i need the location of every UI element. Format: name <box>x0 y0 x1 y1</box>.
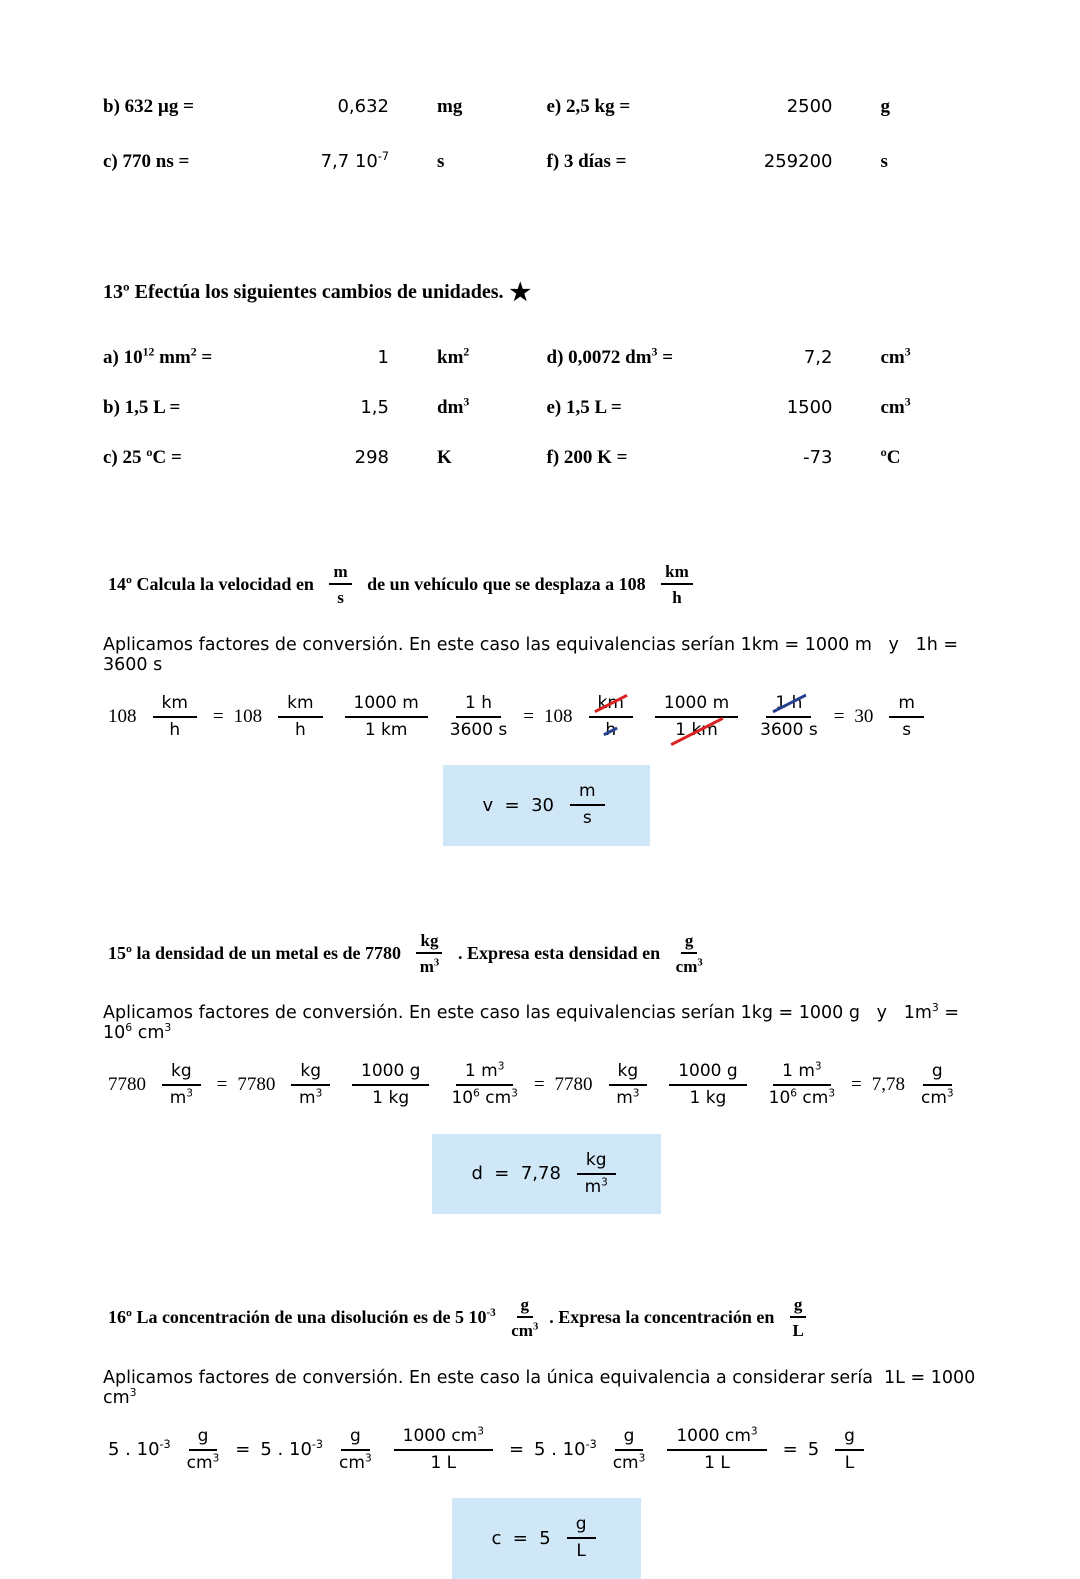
fraction-numerator: kg <box>577 1150 616 1175</box>
fraction-numerator: m <box>570 781 605 806</box>
fraction <box>345 693 428 742</box>
conversion-row <box>547 151 991 173</box>
exercise-12 <box>103 96 990 206</box>
exercise-16-answer-box <box>452 1498 640 1579</box>
fraction-denominator: s <box>902 719 912 740</box>
fraction-denominator: 3600 s <box>449 719 508 740</box>
equation-text: . Expresa esta densidad en <box>453 942 665 963</box>
fraction <box>655 693 738 742</box>
fraction-denominator: $m^3$ <box>584 1176 608 1197</box>
fraction-denominator: 1 km <box>364 719 408 740</box>
exercise-12-left-column <box>103 96 547 206</box>
fraction <box>769 1061 835 1110</box>
conversion-row <box>103 151 547 173</box>
exercise-14-title <box>103 561 990 609</box>
conversion-answer-unit: s <box>880 151 888 172</box>
fraction <box>889 693 924 742</box>
fraction-numerator: km <box>153 693 197 718</box>
fraction-numerator: g <box>189 1426 218 1451</box>
conversion-row <box>547 397 991 419</box>
fraction <box>676 930 703 978</box>
conversion-label: c) 770 ns = <box>103 151 190 172</box>
conversion-label: e) 1,5 L = <box>546 397 622 418</box>
exercise-15-note: Aplicamos factores de conversión. En este caso las equivalencias serían 1kg = 1000 g y $1m^3 = 10^6$ $cm^3$ <box>103 1001 965 1043</box>
equation-text: 5 . $10^{-3}$ <box>260 1438 324 1461</box>
equation-text: 7780 <box>554 1074 593 1096</box>
fraction-denominator: L <box>792 1321 804 1341</box>
exercise-12-rows <box>103 96 990 206</box>
equation-text: 5 . $10^{-3}$ <box>108 1438 171 1461</box>
conversion-row <box>547 96 991 118</box>
fraction-denominator: $cm^3$ <box>612 1452 646 1473</box>
fraction <box>790 1294 807 1342</box>
fraction-denominator: $10^6$ $cm^3$ <box>451 1087 518 1109</box>
fraction <box>352 1061 429 1110</box>
fraction-denominator <box>605 718 616 741</box>
fraction-numerator: 1000 g <box>669 1061 746 1086</box>
exercise-14 <box>103 561 990 846</box>
fraction <box>661 561 693 609</box>
equation-text: c = 5 <box>491 1527 551 1549</box>
exercise-14-answer-wrap <box>103 765 990 846</box>
struck-term: 1 km <box>675 719 718 740</box>
equation-text: de un vehículo que se desplaza a 108 <box>362 574 651 595</box>
fraction-denominator: $m^3$ <box>419 956 440 976</box>
conversion-answer-unit: $cm^3$ <box>880 395 911 418</box>
conversion-answer-unit: mg <box>437 96 463 117</box>
conversion-label: a) $10^{12}$ $mm^2$ = <box>103 345 213 368</box>
exercise-16 <box>103 1294 990 1579</box>
fraction <box>451 1061 517 1110</box>
fraction <box>187 1426 220 1475</box>
fraction-numerator: 1000 $cm^3$ <box>667 1426 766 1451</box>
fraction <box>278 693 322 742</box>
fraction <box>667 1426 766 1475</box>
conversion-answer-unit: ºC <box>880 447 901 468</box>
fraction <box>416 930 442 978</box>
equation-text: 5 <box>807 1439 820 1461</box>
fraction-numerator: 1 $m^3$ <box>456 1061 513 1086</box>
fraction <box>450 693 508 742</box>
fraction-denominator: h <box>672 588 682 608</box>
struck-term: km <box>597 692 624 713</box>
conversion-answer-value: 1,5 <box>360 397 389 418</box>
fraction-numerator <box>589 693 633 718</box>
exercise-13-title <box>103 278 990 307</box>
conversion-answer-value: 7,7 $10^{-7}$ <box>320 150 389 172</box>
fraction-numerator: m <box>329 561 351 585</box>
equation-text: = <box>508 1439 525 1461</box>
fraction-numerator: g <box>681 930 698 954</box>
equation-text: 108 <box>544 705 573 727</box>
fraction-numerator: 1 $m^3$ <box>773 1061 830 1086</box>
exercise-14-note: Aplicamos factores de conversión. En este caso las equivalencias serían 1km = 1000 m y 1h = 3600 s <box>103 634 964 675</box>
conversion-row <box>103 96 547 118</box>
exercise-16-title <box>103 1294 990 1342</box>
equation-text: = <box>216 1074 228 1096</box>
fraction <box>577 1150 616 1199</box>
fraction-numerator: kg <box>291 1061 330 1086</box>
fraction <box>567 1514 596 1563</box>
fraction-numerator: kg <box>609 1061 648 1086</box>
fraction-numerator: g <box>567 1514 596 1539</box>
conversion-label: b) 632 µg = <box>103 96 194 117</box>
fraction-numerator: 1000 g <box>352 1061 429 1086</box>
equation-text: d = 7,78 <box>471 1163 561 1185</box>
conversion-label: f) 3 días = <box>546 151 627 172</box>
equation-text: = <box>212 705 224 727</box>
exercise-15-answer-wrap <box>103 1134 990 1215</box>
exercise-13 <box>103 278 990 497</box>
fraction-numerator: m <box>889 693 924 718</box>
fraction-denominator: $cm^3$ <box>339 1452 372 1473</box>
fraction-denominator: 1 L <box>430 1452 457 1473</box>
equation-text: 7780 <box>237 1074 276 1096</box>
conversion-answer-unit: $dm^3$ <box>437 395 470 418</box>
equation-15 <box>103 1061 990 1110</box>
fraction <box>589 693 633 742</box>
conversion-row <box>103 347 547 369</box>
fraction-denominator: L <box>576 1541 586 1562</box>
equation-text: 14º Calcula la velocidad en <box>108 574 319 595</box>
exercise-15-title <box>103 930 990 978</box>
equation-text: = <box>782 1439 798 1461</box>
exercise-12-right-column <box>547 96 991 206</box>
fraction-numerator: kg <box>416 930 442 954</box>
conversion-answer-unit: s <box>437 151 445 172</box>
exercise-15-answer-box <box>432 1134 660 1215</box>
conversion-label: f) 200 K = <box>546 447 628 468</box>
equation-text: v = 30 <box>482 794 554 816</box>
conversion-label: d) 0,0072 $dm^3$ = <box>546 345 674 368</box>
fraction-denominator: $cm^3$ <box>511 1321 539 1341</box>
fraction-numerator: g <box>341 1426 370 1451</box>
struck-term: h <box>605 719 617 740</box>
conversion-row <box>103 447 547 469</box>
fraction <box>153 693 197 742</box>
fraction-numerator: 1000 m <box>345 693 428 718</box>
equation-text: 7,78 <box>871 1074 905 1096</box>
conversion-answer-unit: K <box>437 447 452 468</box>
conversion-answer-value: 2500 <box>786 96 833 117</box>
fraction-denominator: $10^6$ $cm^3$ <box>768 1087 836 1109</box>
exercise-13-left-column <box>103 347 547 497</box>
fraction-denominator: h <box>169 719 181 740</box>
fraction-denominator: 3600 s <box>760 719 818 740</box>
conversion-answer-value: 0,632 <box>337 96 389 117</box>
conversion-answer-value: 259200 <box>763 151 833 172</box>
equation-text: 15º la densidad de un metal es de 7780 <box>108 942 406 963</box>
equation-text: 5 . $10^{-3}$ <box>534 1438 597 1461</box>
conversion-answer-unit: g <box>880 96 890 117</box>
conversion-answer-value: 7,2 <box>803 347 833 368</box>
fraction-denominator: $cm^3$ <box>675 956 703 976</box>
fraction-numerator: km <box>661 561 693 585</box>
conversion-row <box>103 397 547 419</box>
fraction-denominator: $cm^3$ <box>920 1087 954 1109</box>
conversion-label: b) 1,5 L = <box>103 397 181 418</box>
equation-text: 16º La concentración de una disolución es de 5 $10^{-3}$ <box>108 1307 496 1328</box>
fraction-denominator: s <box>582 808 592 829</box>
fraction-denominator: $m^3$ <box>616 1087 640 1109</box>
fraction-denominator: 1 kg <box>372 1088 410 1109</box>
fraction-numerator: km <box>278 693 322 718</box>
fraction <box>394 1426 493 1475</box>
equation-text: 108 <box>233 705 263 727</box>
conversion-answer-value: -73 <box>803 447 833 468</box>
fraction-numerator: g <box>615 1426 644 1451</box>
fraction-numerator: g <box>835 1426 864 1451</box>
fraction <box>570 781 605 830</box>
conversion-row <box>547 447 991 469</box>
fraction <box>339 1426 372 1475</box>
equation-text: 30 <box>854 705 874 727</box>
fraction-denominator: 1 L <box>704 1452 730 1473</box>
fraction-denominator: h <box>294 719 306 740</box>
conversion-answer-value: 1500 <box>786 397 833 418</box>
exercise-16-answer-wrap <box>103 1498 990 1579</box>
fraction <box>329 561 351 609</box>
fraction-numerator: g <box>517 1294 534 1318</box>
fraction-numerator: kg <box>162 1061 201 1086</box>
struck-term: 1 h <box>775 692 803 713</box>
star-icon: ★ <box>509 280 532 306</box>
fraction <box>511 1294 538 1342</box>
fraction-numerator: g <box>923 1061 952 1086</box>
exercise-14-answer-box <box>443 765 649 846</box>
equation-text: = <box>851 1074 862 1096</box>
fraction-denominator <box>675 718 718 741</box>
conversion-label: e) 2,5 kg = <box>546 96 631 117</box>
fraction <box>669 1061 746 1110</box>
fraction-denominator: s <box>337 588 344 608</box>
equation-14 <box>103 693 990 742</box>
fraction <box>835 1426 864 1475</box>
fraction-denominator: L <box>844 1452 855 1473</box>
equation-text: = <box>523 705 535 727</box>
conversion-label: c) 25 ºC = <box>103 447 182 468</box>
fraction <box>609 1061 648 1110</box>
fraction-numerator <box>766 693 811 718</box>
fraction-numerator: 1000 m <box>655 693 738 718</box>
conversion-answer-value: 298 <box>354 447 389 468</box>
equation-text: = <box>833 705 845 727</box>
fraction-numerator: g <box>790 1294 807 1318</box>
fraction <box>613 1426 646 1475</box>
equation-text: 108 <box>108 705 137 727</box>
exercise-13-title-text: 13º Efectúa los siguientes cambios de unidades. <box>103 281 504 303</box>
fraction <box>760 693 818 742</box>
equation-text: = <box>235 1439 251 1461</box>
exercise-13-rows <box>103 347 990 497</box>
equation-text: = <box>533 1074 545 1096</box>
fraction-denominator: $m^3$ <box>299 1087 323 1109</box>
equation-text: . Expresa la concentración en <box>549 1307 779 1328</box>
exercise-16-note: Aplicamos factores de conversión. En este caso la única equivalencia a considerar sería 1L = 1000 $cm^3$ <box>103 1367 981 1408</box>
fraction <box>921 1061 954 1110</box>
fraction-denominator: $m^3$ <box>169 1087 193 1109</box>
exercise-13-right-column <box>547 347 991 497</box>
fraction-numerator: 1 h <box>456 693 501 718</box>
equation-16 <box>103 1426 990 1475</box>
conversion-answer-unit: $km^2$ <box>437 345 470 368</box>
fraction-numerator: 1000 $cm^3$ <box>394 1426 493 1451</box>
fraction-denominator: 1 kg <box>689 1088 727 1109</box>
equation-text: 7780 <box>108 1074 146 1096</box>
fraction-denominator: $cm^3$ <box>186 1452 220 1473</box>
fraction <box>291 1061 330 1110</box>
conversion-answer-value: 1 <box>377 347 389 368</box>
conversion-row <box>547 347 991 369</box>
fraction <box>162 1061 201 1110</box>
conversion-answer-unit: $cm^3$ <box>880 345 911 368</box>
exercise-15 <box>103 930 990 1215</box>
